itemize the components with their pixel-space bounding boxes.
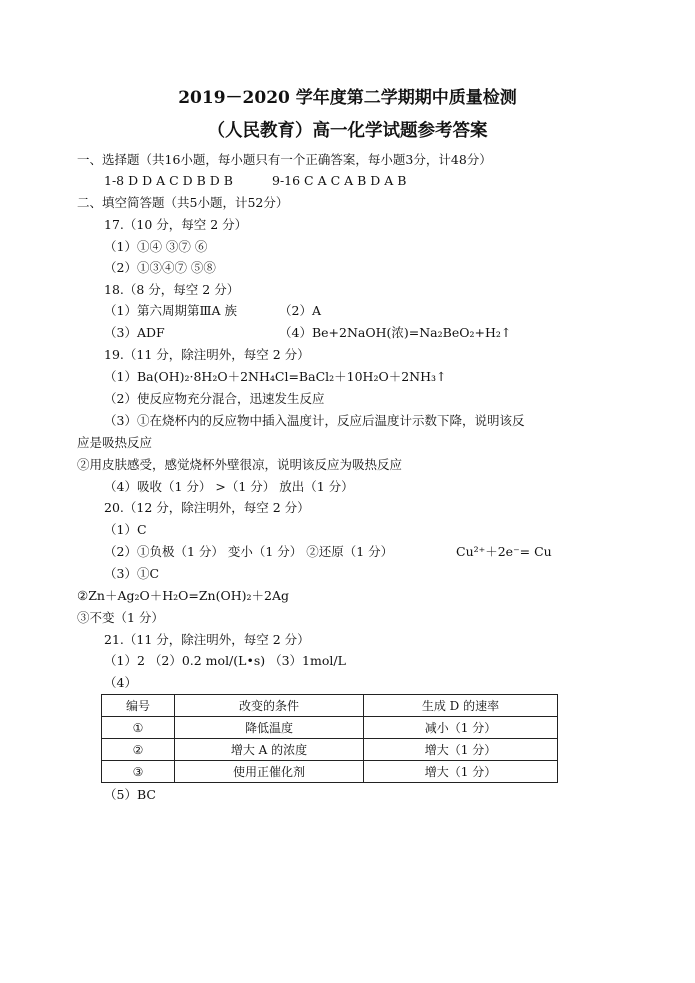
table-row	[102, 717, 558, 739]
table-row	[102, 761, 558, 783]
table-cell: 降低温度	[175, 717, 364, 739]
table-cell: 增大 A 的浓度	[175, 739, 364, 761]
q18-line-1b: （2）A	[279, 303, 321, 318]
q18-heading: 18.（8 分，每空 2 分）	[104, 282, 240, 297]
q17-heading: 17.（10 分，每空 2 分）	[104, 217, 248, 232]
table-cell: 使用正催化剂	[175, 761, 364, 783]
table-cell: ③	[102, 761, 175, 783]
table-cell: ①	[102, 717, 175, 739]
section-choice-heading: 一、选择题（共16小题，每小题只有一个正确答案，每小题3分，计48分）	[77, 152, 492, 167]
q18-line-2a: （3）ADF	[104, 325, 165, 340]
q21-line-5: （5）BC	[104, 787, 156, 802]
q20-line-2b: Cu²⁺＋2e⁻= Cu	[456, 544, 552, 559]
q19-line-1: （1）Ba(OH)₂·8H₂O＋2NH₄Cl=BaCl₂＋10H₂O＋2NH₃↑	[104, 369, 447, 384]
table-cell: 增大（1 分）	[364, 761, 558, 783]
q17-line-1: （1）①④ ③⑦ ⑥	[104, 239, 208, 254]
q20-line-1: （1）C	[104, 522, 147, 537]
table-row	[102, 739, 558, 761]
table-header-cell: 生成 D 的速率	[364, 695, 558, 717]
q19-line-6: （4）吸收（1 分） >（1 分） 放出（1 分）	[104, 479, 354, 494]
q20-line-3: （3）①C	[104, 566, 160, 581]
table-header-cell: 改变的条件	[175, 695, 364, 717]
q21-line-1: （1）2 （2）0.2 mol/(L•s) （3）1mol/L	[104, 653, 346, 668]
table-cell: 增大（1 分）	[364, 739, 558, 761]
q18-line-1a: （1）第六周期第ⅢA 族	[104, 303, 238, 318]
rate-change-table	[101, 694, 558, 783]
q19-heading: 19.（11 分，除注明外，每空 2 分）	[104, 347, 310, 362]
page-subtitle: （人民教育）高一化学试题参考答案	[207, 121, 488, 141]
q19-line-3: （3）①在烧杯内的反应物中插入温度计，反应后温度计示数下降，说明该反	[104, 413, 525, 428]
q20-line-2a: （2）①负极（1 分） 变小（1 分） ②还原（1 分）	[104, 544, 394, 559]
q21-line-2: （4）	[104, 675, 137, 690]
choice-answers-9-16: 9-16 C A C A B D A B	[272, 173, 407, 188]
section-fill-heading: 二、填空简答题（共5小题，计52分）	[77, 195, 289, 210]
q20-line-5: ③不变（1 分）	[77, 610, 164, 625]
q21-heading: 21.（11 分，除注明外，每空 2 分）	[104, 632, 310, 647]
table-cell: ②	[102, 739, 175, 761]
q19-line-4: 应是吸热反应	[77, 435, 153, 450]
table-header-cell: 编号	[102, 695, 175, 717]
choice-answers-1-8: 1-8 D D A C D B D B	[104, 173, 233, 188]
q18-line-2b: （4）Be+2NaOH(浓)=Na₂BeO₂+H₂↑	[279, 325, 512, 340]
q20-line-4: ②Zn＋Ag₂O＋H₂O=Zn(OH)₂＋2Ag	[77, 588, 289, 603]
q17-line-2: （2）①③④⑦ ⑤⑧	[104, 260, 216, 275]
q19-line-2: （2）使反应物充分混合，迅速发生反应	[104, 391, 325, 406]
q20-heading: 20.（12 分，除注明外，每空 2 分）	[104, 500, 310, 515]
table-header-row	[102, 695, 558, 717]
q19-line-5: ②用皮肤感受，感觉烧杯外壁很凉，说明该反应为吸热反应	[77, 457, 403, 472]
page-title: 2019－2020 学年度第二学期期中质量检测	[178, 88, 517, 108]
table-cell: 减小（1 分）	[364, 717, 558, 739]
